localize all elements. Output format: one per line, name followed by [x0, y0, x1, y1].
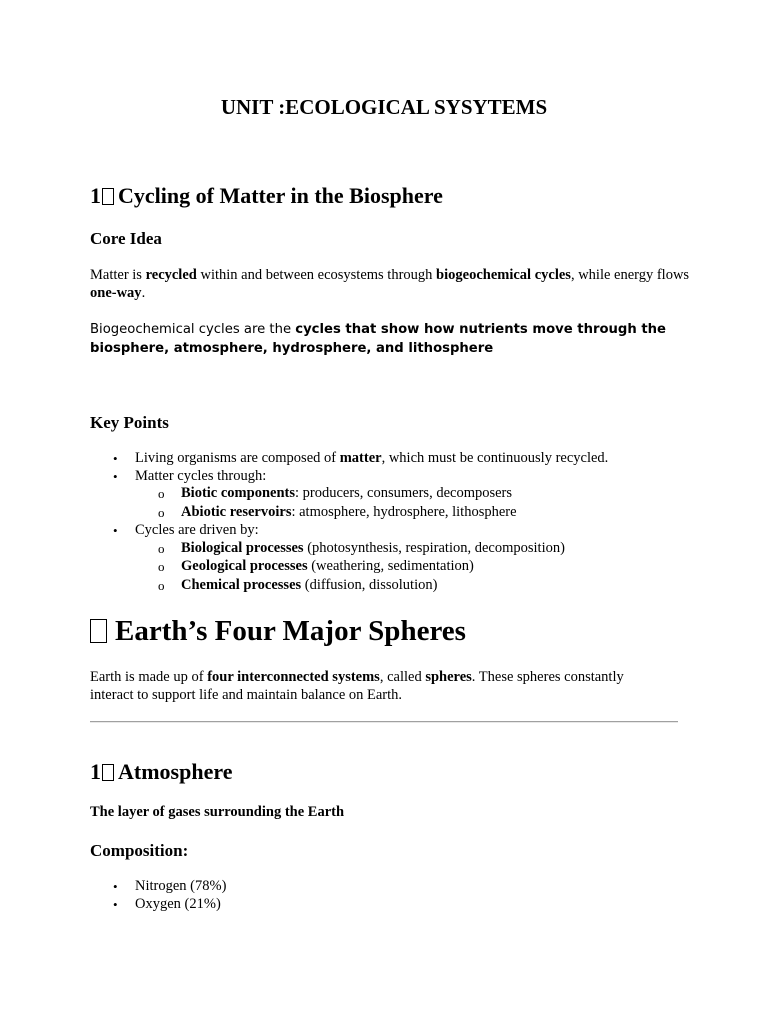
missing-glyph-icon: [102, 764, 114, 781]
bullet-icon: •: [113, 451, 118, 466]
bold-run: cycles that show how nutrients move through the biosphere, atmosphere, hydrosphere, and lithosphere: [90, 322, 666, 356]
spheres-intro-paragraph: [90, 668, 670, 704]
section-number: 1: [90, 183, 101, 208]
text-run: Living organisms are composed of: [135, 450, 340, 466]
biogeochemical-definition: [90, 320, 670, 358]
bold-run: spheres: [425, 669, 472, 685]
text-run: , which must be continuously recycled.: [381, 450, 609, 466]
text-run: Earth is made up of: [90, 669, 208, 685]
text-run: (diffusion, dissolution): [301, 577, 438, 593]
section-heading-cycling: [90, 183, 443, 209]
bullet-icon: •: [113, 469, 118, 484]
bold-run: Geological processes: [181, 558, 308, 574]
bold-run: matter: [339, 450, 382, 466]
bullet-icon: •: [113, 897, 118, 912]
atmosphere-subtitle: The layer of gases surrounding the Earth: [90, 804, 345, 820]
missing-glyph-icon: [90, 619, 107, 643]
list-item: Matter cycles through:: [135, 468, 267, 484]
section-number: 1: [90, 759, 101, 784]
list-item: [135, 450, 608, 467]
atmosphere-heading: [90, 759, 232, 785]
sub-bullet-icon: o: [158, 486, 165, 501]
bold-run: biogeochemical cycles: [436, 267, 571, 283]
text-run: within and between ecosystems through: [196, 267, 437, 283]
section-heading-text: Cycling of Matter in the Biosphere: [118, 183, 443, 208]
bold-run: Chemical processes: [181, 577, 302, 593]
sub-bullet-icon: o: [158, 578, 165, 593]
bold-run: Biological processes: [181, 540, 304, 556]
composition-heading: Composition:: [90, 841, 189, 860]
bullet-icon: •: [113, 523, 118, 538]
sub-bullet-icon: o: [158, 541, 165, 556]
bold-run: one-way: [90, 285, 142, 301]
text-run: (weathering, sedimentation): [307, 558, 474, 574]
bullet-icon: •: [113, 879, 118, 894]
list-item: Nitrogen (78%): [135, 878, 227, 894]
sub-bullet-icon: o: [158, 559, 165, 574]
sub-list-item: [181, 540, 565, 557]
document-title: UNIT :ECOLOGICAL SYSYTEMS: [220, 95, 548, 119]
text-run: .: [141, 285, 146, 301]
text-run: : producers, consumers, decomposers: [294, 485, 513, 501]
text-run: : atmosphere, hydrosphere, lithosphere: [291, 504, 517, 520]
sub-bullet-icon: o: [158, 505, 165, 520]
missing-glyph-icon: [102, 188, 114, 205]
bold-run: recycled: [145, 267, 197, 283]
key-points-heading: Key Points: [90, 413, 169, 432]
bold-run: four interconnected systems: [207, 669, 380, 685]
spheres-heading-text: Earth’s Four Major Spheres: [115, 615, 466, 647]
text-run: Matter is: [90, 267, 146, 283]
text-run: (photosynthesis, respiration, decomposition): [303, 540, 565, 556]
sub-list-item: [181, 558, 474, 575]
list-item: Cycles are driven by:: [135, 522, 259, 538]
atmosphere-heading-text: Atmosphere: [118, 759, 233, 784]
horizontal-divider: [90, 721, 678, 723]
core-idea-paragraph: [90, 266, 690, 302]
text-run: . These spheres constantly interact to support life and maintain balance on Earth.: [90, 669, 624, 703]
list-item: Oxygen (21%): [135, 896, 221, 912]
bold-run: Biotic components: [181, 485, 295, 501]
text-run: , called: [379, 669, 426, 685]
spheres-heading: [90, 615, 466, 648]
sub-list-item: [181, 485, 512, 502]
sub-list-item: [181, 577, 437, 594]
bold-run: Abiotic reservoirs: [181, 504, 292, 520]
sub-list-item: [181, 504, 517, 521]
core-idea-heading: Core Idea: [90, 229, 162, 248]
text-run: Biogeochemical cycles are the: [90, 322, 296, 337]
text-run: , while energy flows: [570, 267, 690, 283]
